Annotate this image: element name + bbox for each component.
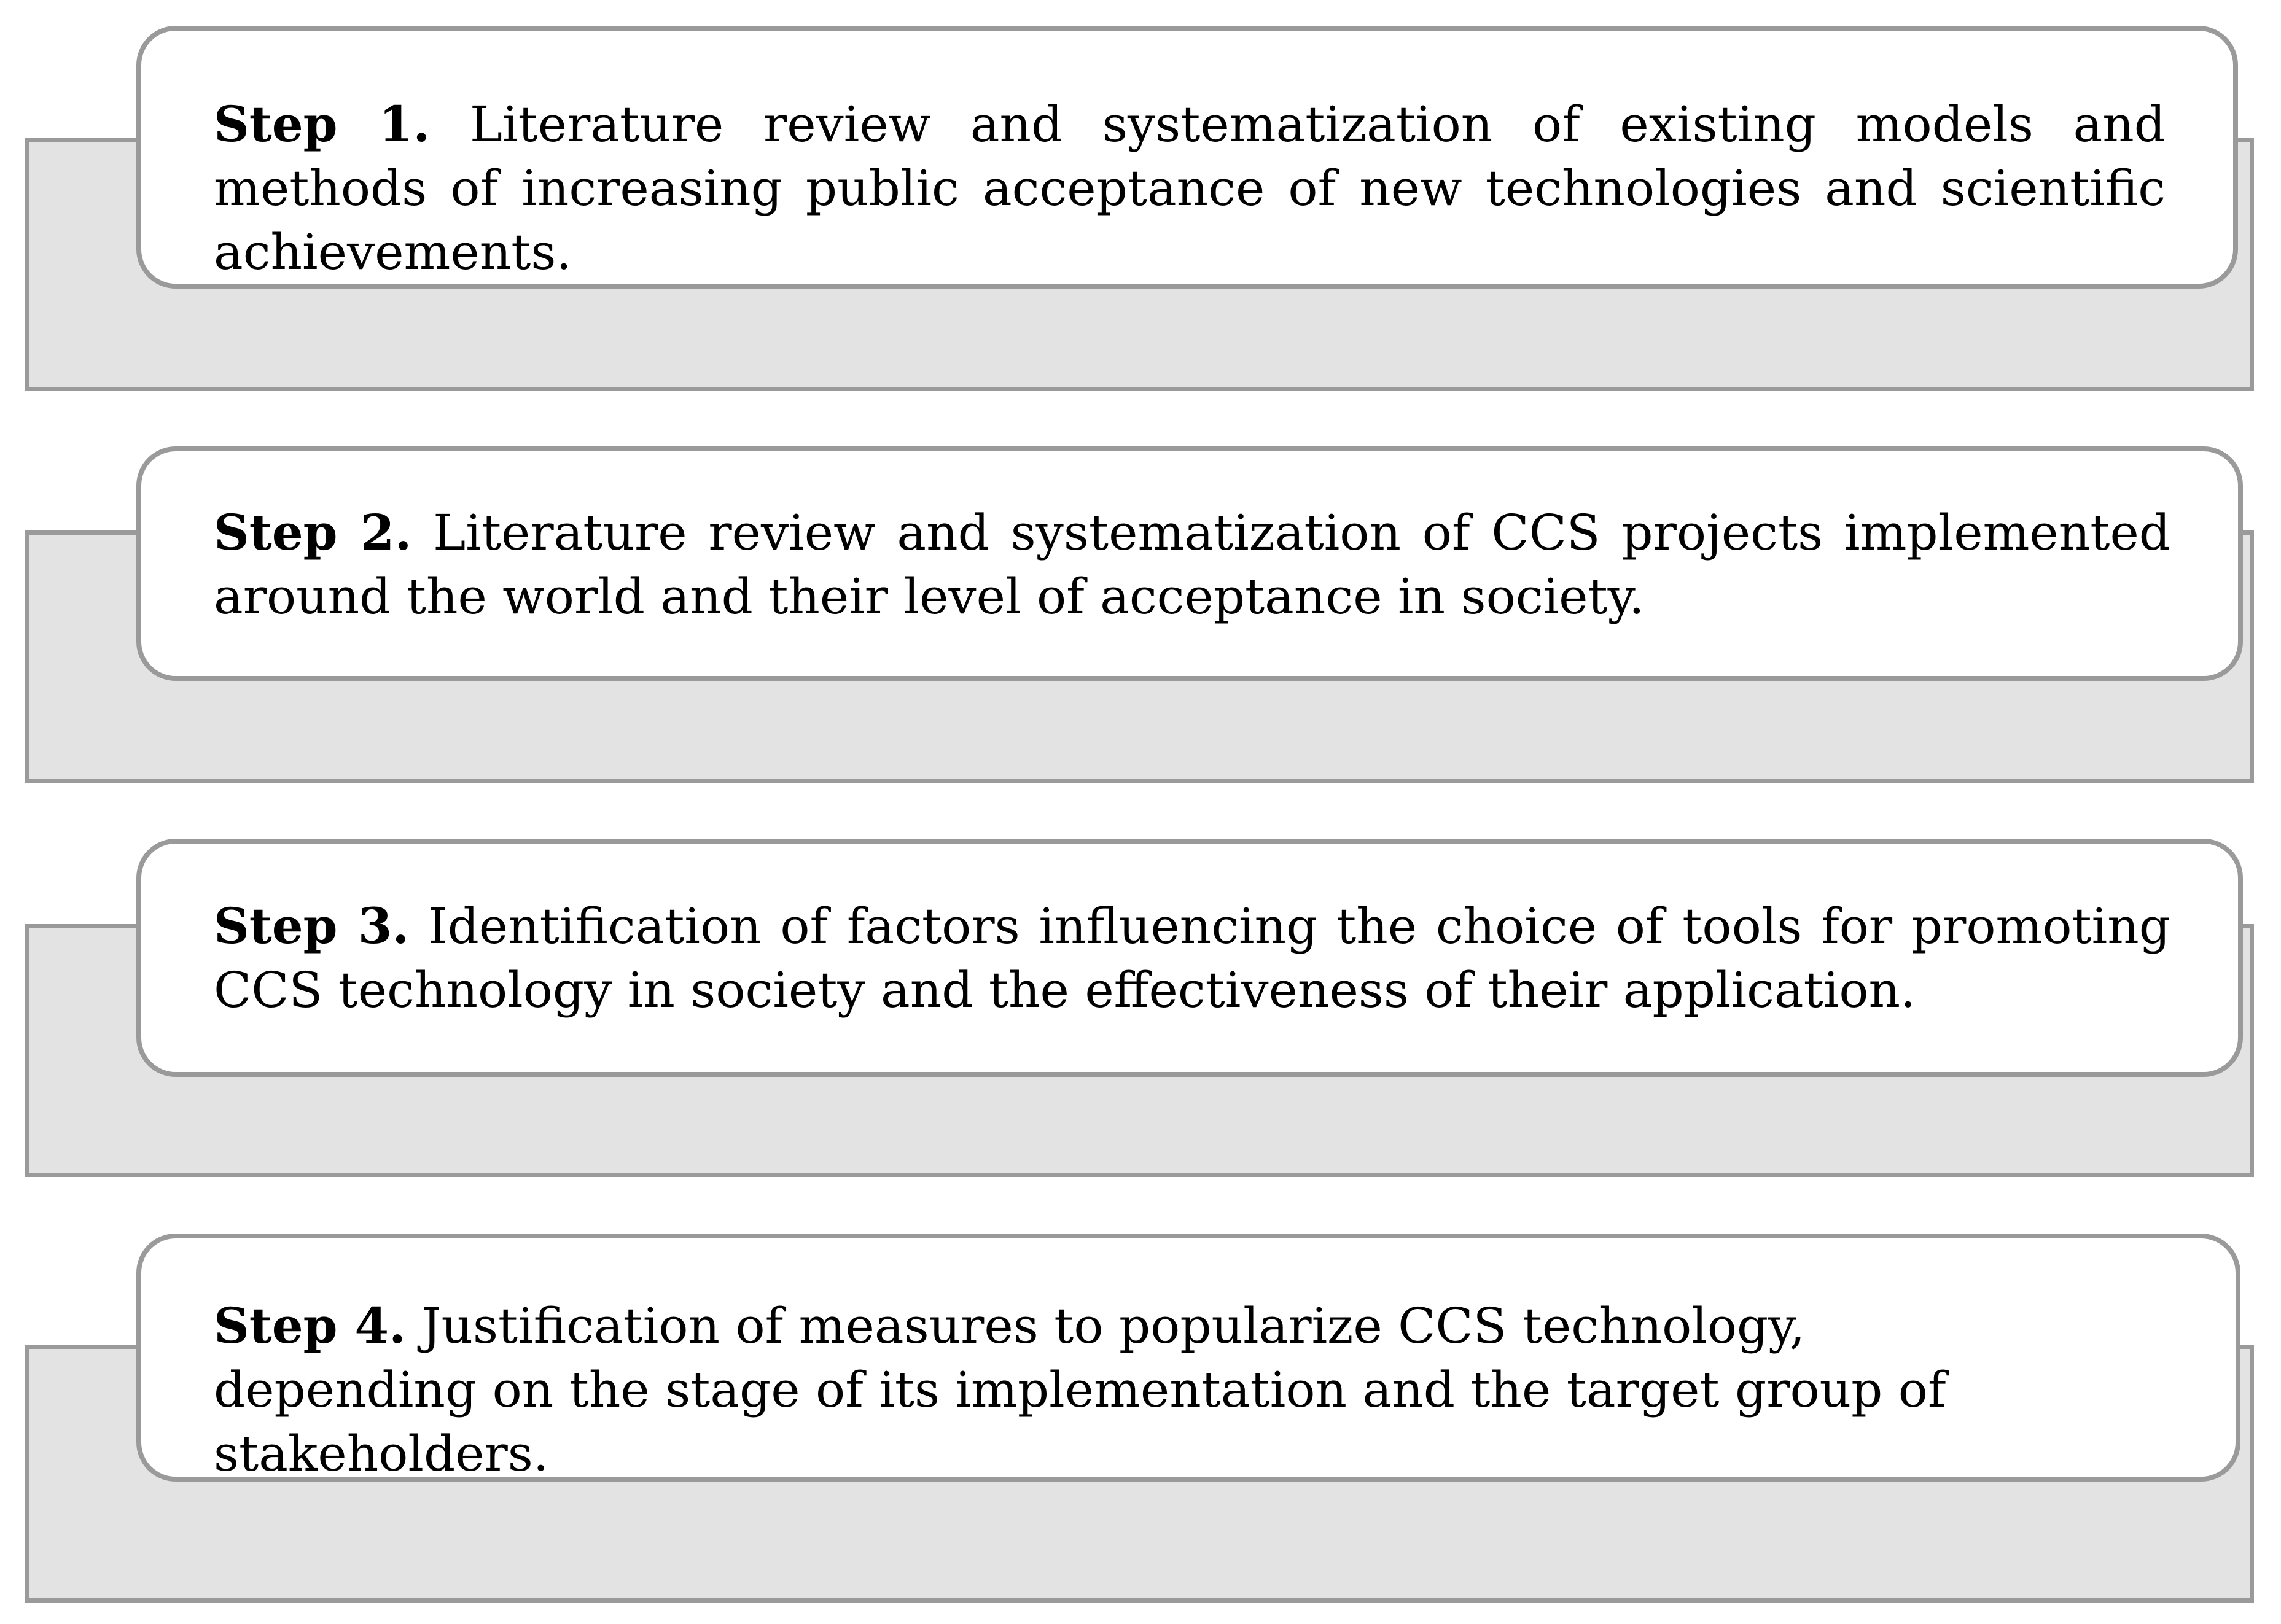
- step-3-text: Identification of factors influencing the choice of tools for promoting CCS technology in society and the effectiveness of their application.: [214, 898, 2170, 1019]
- step-1-text: Literature review and systematization of existing models and methods of increasing public acceptance of new technologies and scientific achievements.: [214, 96, 2166, 281]
- step-2-description: [214, 500, 2170, 629]
- step-3-description: [214, 894, 2170, 1022]
- step-1-box: [136, 26, 2238, 289]
- step-1-label: Step 1.: [214, 95, 431, 153]
- step-4-label: Step 4.: [214, 1297, 406, 1354]
- step-2-label: Step 2.: [214, 503, 412, 561]
- step-4-box: [136, 1234, 2240, 1482]
- step-1-description: [214, 92, 2166, 284]
- step-3-box: [136, 839, 2243, 1077]
- step-3-label: Step 3.: [214, 897, 410, 955]
- step-2-box: [136, 446, 2243, 681]
- step-4-description: [214, 1294, 2168, 1486]
- step-2-text: Literature review and systematization of CCS projects implemented around the world and their level of acceptance in society.: [214, 504, 2171, 625]
- step-4-text: Justification of measures to popularize CCS technology, depending on the stage of its implementation and the target group of stakeholders.: [214, 1297, 1946, 1482]
